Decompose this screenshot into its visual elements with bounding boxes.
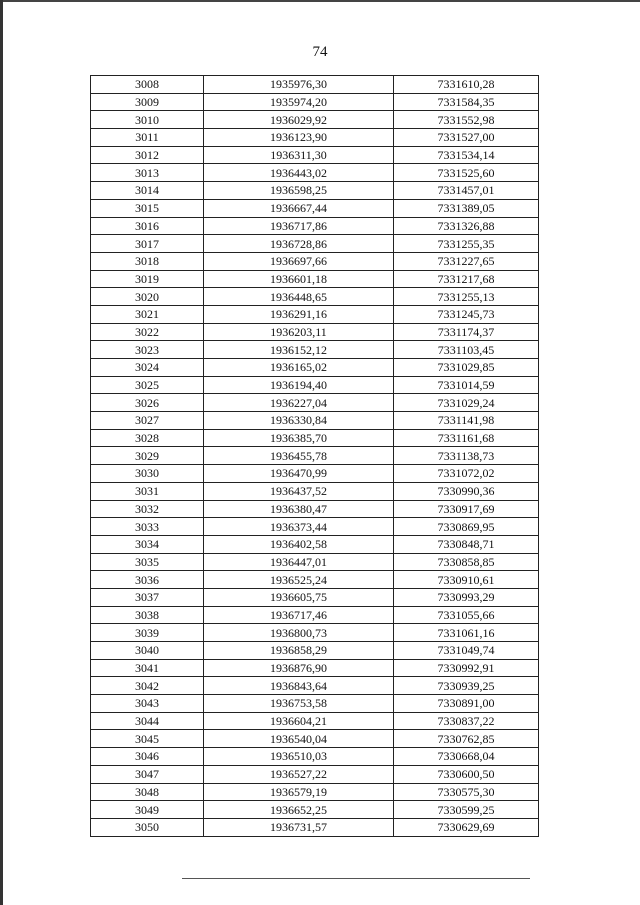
table-row — [91, 93, 539, 111]
point-number-cell: 3044 — [91, 712, 204, 730]
x-coordinate-cell: 1936380,47 — [204, 500, 394, 518]
table-row — [91, 606, 539, 624]
point-number-cell: 3027 — [91, 412, 204, 430]
y-coordinate-cell: 7331072,02 — [394, 465, 539, 483]
table-row — [91, 252, 539, 270]
y-coordinate-cell: 7331029,85 — [394, 359, 539, 377]
point-number-cell: 3029 — [91, 447, 204, 465]
x-coordinate-cell: 1936203,11 — [204, 323, 394, 341]
y-coordinate-cell: 7330629,69 — [394, 818, 539, 836]
point-number-cell: 3013 — [91, 164, 204, 182]
table-row — [91, 288, 539, 306]
x-coordinate-cell: 1936753,58 — [204, 695, 394, 713]
y-coordinate-cell: 7331138,73 — [394, 447, 539, 465]
table-row — [91, 695, 539, 713]
footer-rule — [182, 878, 530, 879]
x-coordinate-cell: 1936843,64 — [204, 677, 394, 695]
point-number-cell: 3037 — [91, 588, 204, 606]
point-number-cell: 3035 — [91, 553, 204, 571]
x-coordinate-cell: 1936601,18 — [204, 270, 394, 288]
x-coordinate-cell: 1936731,57 — [204, 818, 394, 836]
x-coordinate-cell: 1936123,90 — [204, 129, 394, 147]
table-row — [91, 571, 539, 589]
point-number-cell: 3039 — [91, 624, 204, 642]
point-number-cell: 3008 — [91, 76, 204, 94]
point-number-cell: 3041 — [91, 659, 204, 677]
table-row — [91, 76, 539, 94]
point-number-cell: 3045 — [91, 730, 204, 748]
table-row — [91, 412, 539, 430]
x-coordinate-cell: 1936652,25 — [204, 801, 394, 819]
table-row — [91, 801, 539, 819]
x-coordinate-cell: 1936447,01 — [204, 553, 394, 571]
point-number-cell: 3026 — [91, 394, 204, 412]
table-row — [91, 535, 539, 553]
y-coordinate-cell: 7331061,16 — [394, 624, 539, 642]
point-number-cell: 3032 — [91, 500, 204, 518]
y-coordinate-cell: 7330600,50 — [394, 765, 539, 783]
y-coordinate-cell: 7330939,25 — [394, 677, 539, 695]
y-coordinate-cell: 7331584,35 — [394, 93, 539, 111]
x-coordinate-cell: 1936579,19 — [204, 783, 394, 801]
scan-top-edge — [0, 0, 640, 2]
table-row — [91, 359, 539, 377]
point-number-cell: 3048 — [91, 783, 204, 801]
scan-left-edge — [0, 0, 3, 905]
x-coordinate-cell: 1936697,66 — [204, 252, 394, 270]
x-coordinate-cell: 1936152,12 — [204, 341, 394, 359]
x-coordinate-cell: 1936605,75 — [204, 588, 394, 606]
y-coordinate-cell: 7330891,00 — [394, 695, 539, 713]
point-number-cell: 3011 — [91, 129, 204, 147]
y-coordinate-cell: 7330910,61 — [394, 571, 539, 589]
y-coordinate-cell: 7331326,88 — [394, 217, 539, 235]
table-row — [91, 394, 539, 412]
y-coordinate-cell: 7330858,85 — [394, 553, 539, 571]
point-number-cell: 3030 — [91, 465, 204, 483]
y-coordinate-cell: 7331217,68 — [394, 270, 539, 288]
table-row — [91, 712, 539, 730]
table-row — [91, 447, 539, 465]
table-row — [91, 270, 539, 288]
y-coordinate-cell: 7331245,73 — [394, 305, 539, 323]
x-coordinate-cell: 1935974,20 — [204, 93, 394, 111]
table-row — [91, 341, 539, 359]
table-row — [91, 235, 539, 253]
table-row — [91, 164, 539, 182]
point-number-cell: 3034 — [91, 535, 204, 553]
y-coordinate-cell: 7331141,98 — [394, 412, 539, 430]
y-coordinate-cell: 7331055,66 — [394, 606, 539, 624]
y-coordinate-cell: 7331389,05 — [394, 199, 539, 217]
table-row — [91, 129, 539, 147]
table-row — [91, 500, 539, 518]
point-number-cell: 3028 — [91, 429, 204, 447]
x-coordinate-cell: 1936029,92 — [204, 111, 394, 129]
x-coordinate-cell: 1936194,40 — [204, 376, 394, 394]
point-number-cell: 3009 — [91, 93, 204, 111]
table-row — [91, 642, 539, 660]
x-coordinate-cell: 1935976,30 — [204, 76, 394, 94]
page-number: 74 — [312, 44, 328, 60]
y-coordinate-cell: 7330837,22 — [394, 712, 539, 730]
point-number-cell: 3046 — [91, 748, 204, 766]
x-coordinate-cell: 1936437,52 — [204, 482, 394, 500]
coordinates-table-body — [91, 76, 539, 837]
table-row — [91, 730, 539, 748]
x-coordinate-cell: 1936291,16 — [204, 305, 394, 323]
y-coordinate-cell: 7330992,91 — [394, 659, 539, 677]
table-row — [91, 182, 539, 200]
x-coordinate-cell: 1936448,65 — [204, 288, 394, 306]
table-row — [91, 305, 539, 323]
point-number-cell: 3025 — [91, 376, 204, 394]
x-coordinate-cell: 1936455,78 — [204, 447, 394, 465]
point-number-cell: 3024 — [91, 359, 204, 377]
point-number-cell: 3014 — [91, 182, 204, 200]
coordinates-table — [90, 75, 539, 837]
point-number-cell: 3020 — [91, 288, 204, 306]
table-row — [91, 518, 539, 536]
y-coordinate-cell: 7330668,04 — [394, 748, 539, 766]
table-row — [91, 111, 539, 129]
point-number-cell: 3031 — [91, 482, 204, 500]
x-coordinate-cell: 1936717,86 — [204, 217, 394, 235]
point-number-cell: 3019 — [91, 270, 204, 288]
table-row — [91, 465, 539, 483]
y-coordinate-cell: 7331525,60 — [394, 164, 539, 182]
y-coordinate-cell: 7331029,24 — [394, 394, 539, 412]
table-row — [91, 217, 539, 235]
y-coordinate-cell: 7331227,65 — [394, 252, 539, 270]
table-row — [91, 323, 539, 341]
point-number-cell: 3017 — [91, 235, 204, 253]
point-number-cell: 3033 — [91, 518, 204, 536]
y-coordinate-cell: 7330762,85 — [394, 730, 539, 748]
table-row — [91, 588, 539, 606]
x-coordinate-cell: 1936667,44 — [204, 199, 394, 217]
x-coordinate-cell: 1936858,29 — [204, 642, 394, 660]
x-coordinate-cell: 1936510,03 — [204, 748, 394, 766]
y-coordinate-cell: 7330869,95 — [394, 518, 539, 536]
point-number-cell: 3042 — [91, 677, 204, 695]
y-coordinate-cell: 7331255,35 — [394, 235, 539, 253]
point-number-cell: 3022 — [91, 323, 204, 341]
x-coordinate-cell: 1936800,73 — [204, 624, 394, 642]
y-coordinate-cell: 7331014,59 — [394, 376, 539, 394]
y-coordinate-cell: 7330990,36 — [394, 482, 539, 500]
y-coordinate-cell: 7330599,25 — [394, 801, 539, 819]
table-row — [91, 748, 539, 766]
table-row — [91, 765, 539, 783]
y-coordinate-cell: 7331610,28 — [394, 76, 539, 94]
x-coordinate-cell: 1936311,30 — [204, 146, 394, 164]
point-number-cell: 3015 — [91, 199, 204, 217]
table-row — [91, 677, 539, 695]
x-coordinate-cell: 1936385,70 — [204, 429, 394, 447]
point-number-cell: 3012 — [91, 146, 204, 164]
y-coordinate-cell: 7331049,74 — [394, 642, 539, 660]
x-coordinate-cell: 1936443,02 — [204, 164, 394, 182]
x-coordinate-cell: 1936876,90 — [204, 659, 394, 677]
point-number-cell: 3036 — [91, 571, 204, 589]
table-row — [91, 429, 539, 447]
x-coordinate-cell: 1936525,24 — [204, 571, 394, 589]
y-coordinate-cell: 7331457,01 — [394, 182, 539, 200]
y-coordinate-cell: 7331552,98 — [394, 111, 539, 129]
point-number-cell: 3016 — [91, 217, 204, 235]
x-coordinate-cell: 1936402,58 — [204, 535, 394, 553]
point-number-cell: 3023 — [91, 341, 204, 359]
y-coordinate-cell: 7330848,71 — [394, 535, 539, 553]
point-number-cell: 3018 — [91, 252, 204, 270]
x-coordinate-cell: 1936330,84 — [204, 412, 394, 430]
point-number-cell: 3049 — [91, 801, 204, 819]
x-coordinate-cell: 1936604,21 — [204, 712, 394, 730]
point-number-cell: 3021 — [91, 305, 204, 323]
point-number-cell: 3050 — [91, 818, 204, 836]
y-coordinate-cell: 7331103,45 — [394, 341, 539, 359]
table-row — [91, 818, 539, 836]
point-number-cell: 3043 — [91, 695, 204, 713]
point-number-cell: 3047 — [91, 765, 204, 783]
x-coordinate-cell: 1936527,22 — [204, 765, 394, 783]
x-coordinate-cell: 1936728,86 — [204, 235, 394, 253]
table-row — [91, 482, 539, 500]
table-row — [91, 199, 539, 217]
y-coordinate-cell: 7330575,30 — [394, 783, 539, 801]
y-coordinate-cell: 7331174,37 — [394, 323, 539, 341]
table-row — [91, 624, 539, 642]
x-coordinate-cell: 1936717,46 — [204, 606, 394, 624]
x-coordinate-cell: 1936540,04 — [204, 730, 394, 748]
table-row — [91, 783, 539, 801]
table-row — [91, 659, 539, 677]
table-row — [91, 553, 539, 571]
table-row — [91, 146, 539, 164]
x-coordinate-cell: 1936373,44 — [204, 518, 394, 536]
y-coordinate-cell: 7331161,68 — [394, 429, 539, 447]
x-coordinate-cell: 1936470,99 — [204, 465, 394, 483]
y-coordinate-cell: 7331255,13 — [394, 288, 539, 306]
y-coordinate-cell: 7331534,14 — [394, 146, 539, 164]
point-number-cell: 3038 — [91, 606, 204, 624]
y-coordinate-cell: 7330993,29 — [394, 588, 539, 606]
x-coordinate-cell: 1936227,04 — [204, 394, 394, 412]
y-coordinate-cell: 7330917,69 — [394, 500, 539, 518]
point-number-cell: 3010 — [91, 111, 204, 129]
x-coordinate-cell: 1936598,25 — [204, 182, 394, 200]
y-coordinate-cell: 7331527,00 — [394, 129, 539, 147]
table-row — [91, 376, 539, 394]
x-coordinate-cell: 1936165,02 — [204, 359, 394, 377]
point-number-cell: 3040 — [91, 642, 204, 660]
